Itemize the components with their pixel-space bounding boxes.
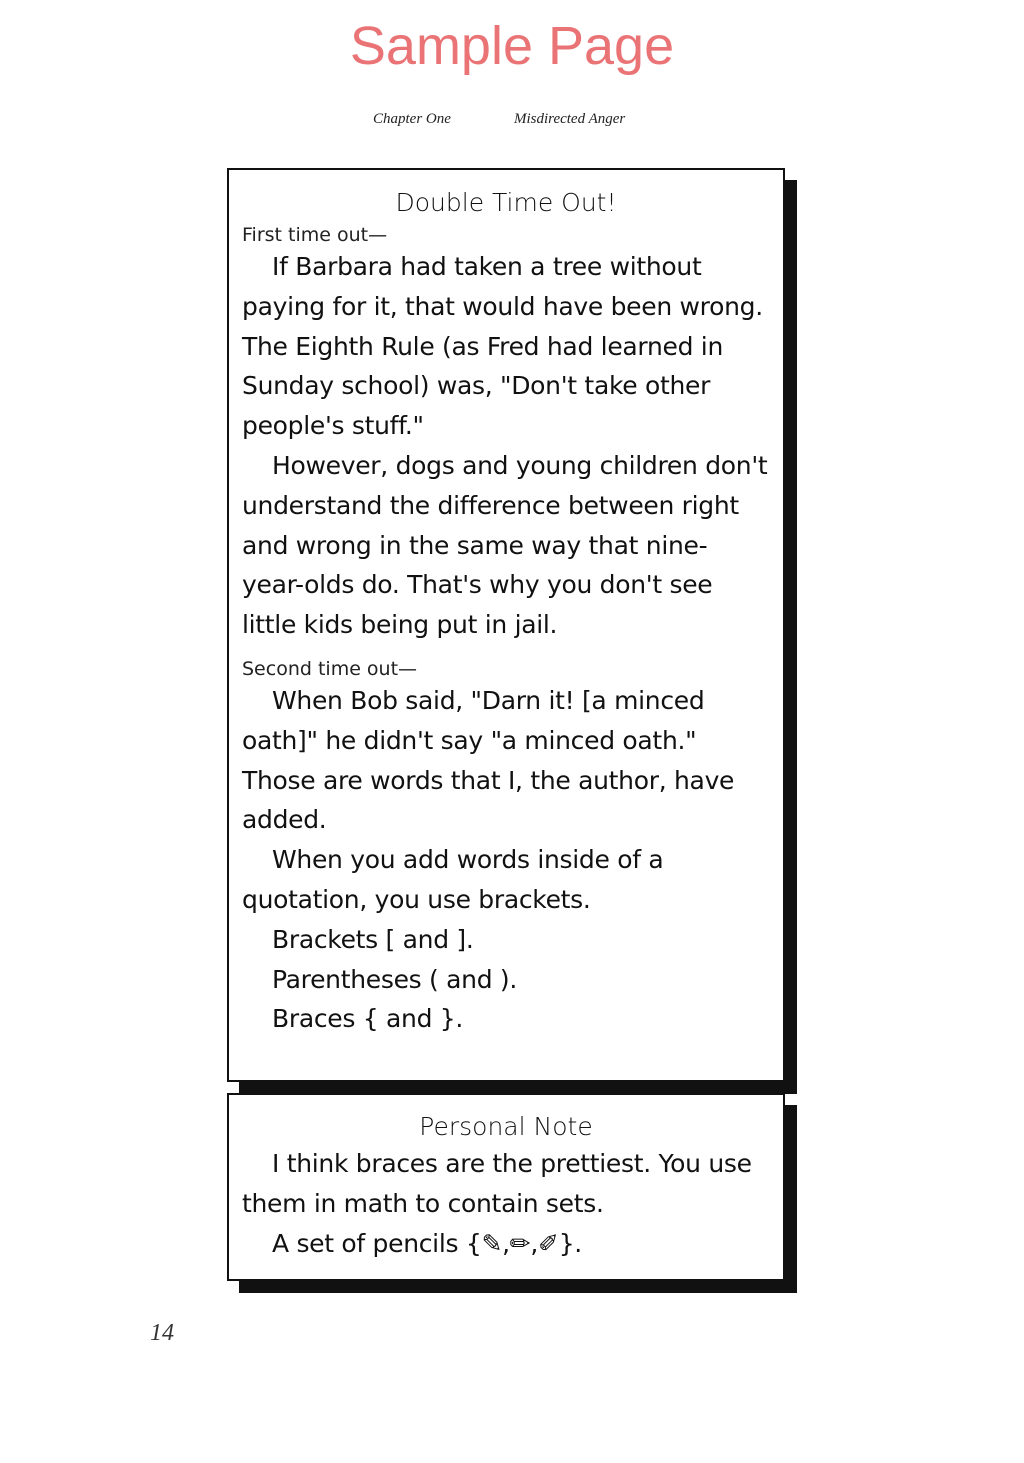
box-title: Personal Note	[419, 1112, 593, 1141]
box-title: Double Time Out!	[395, 188, 617, 217]
second-time-out-text	[229, 681, 783, 1039]
paragraph: Parentheses ( and ).	[272, 964, 518, 994]
double-time-out-box	[227, 168, 785, 1082]
personal-note-text	[229, 1144, 783, 1263]
paragraph: Braces { and }.	[272, 1004, 464, 1034]
paragraph: When Bob said, "Darn it! [a minced oath]" he didn't say "a minced oath." Those are words that I, the author, have added.	[242, 685, 735, 835]
first-time-out-label: First time out—	[242, 224, 388, 246]
first-time-out-text	[229, 247, 783, 645]
paragraph: If Barbara had taken a tree without paying for it, that would have been wrong. The Eighth Rule (as Fred had learned in Sunday school) was, "Don't take other people's stuff."	[242, 252, 763, 441]
page-number: 14	[150, 1320, 174, 1346]
chapter-title: Misdirected Anger	[514, 111, 626, 127]
second-time-out-label: Second time out—	[242, 657, 418, 680]
paragraph: However, dogs and young children don't understand the difference between right and wrong in the same way that nine-year-olds do. That's why you don't see little kids being put in jail.	[242, 450, 768, 640]
personal-note-box	[227, 1093, 785, 1281]
sample-page-watermark: Sample Page	[349, 16, 675, 76]
paragraph: I think braces are the prettiest. You use them in math to contain sets.	[242, 1149, 752, 1218]
paragraph: Brackets [ and ].	[272, 924, 474, 954]
paragraph: When you add words inside of a quotation, you use brackets.	[242, 845, 664, 914]
paragraph: A set of pencils {✎,✏,✐}.	[272, 1228, 582, 1258]
chapter-label: Chapter One	[373, 111, 451, 127]
